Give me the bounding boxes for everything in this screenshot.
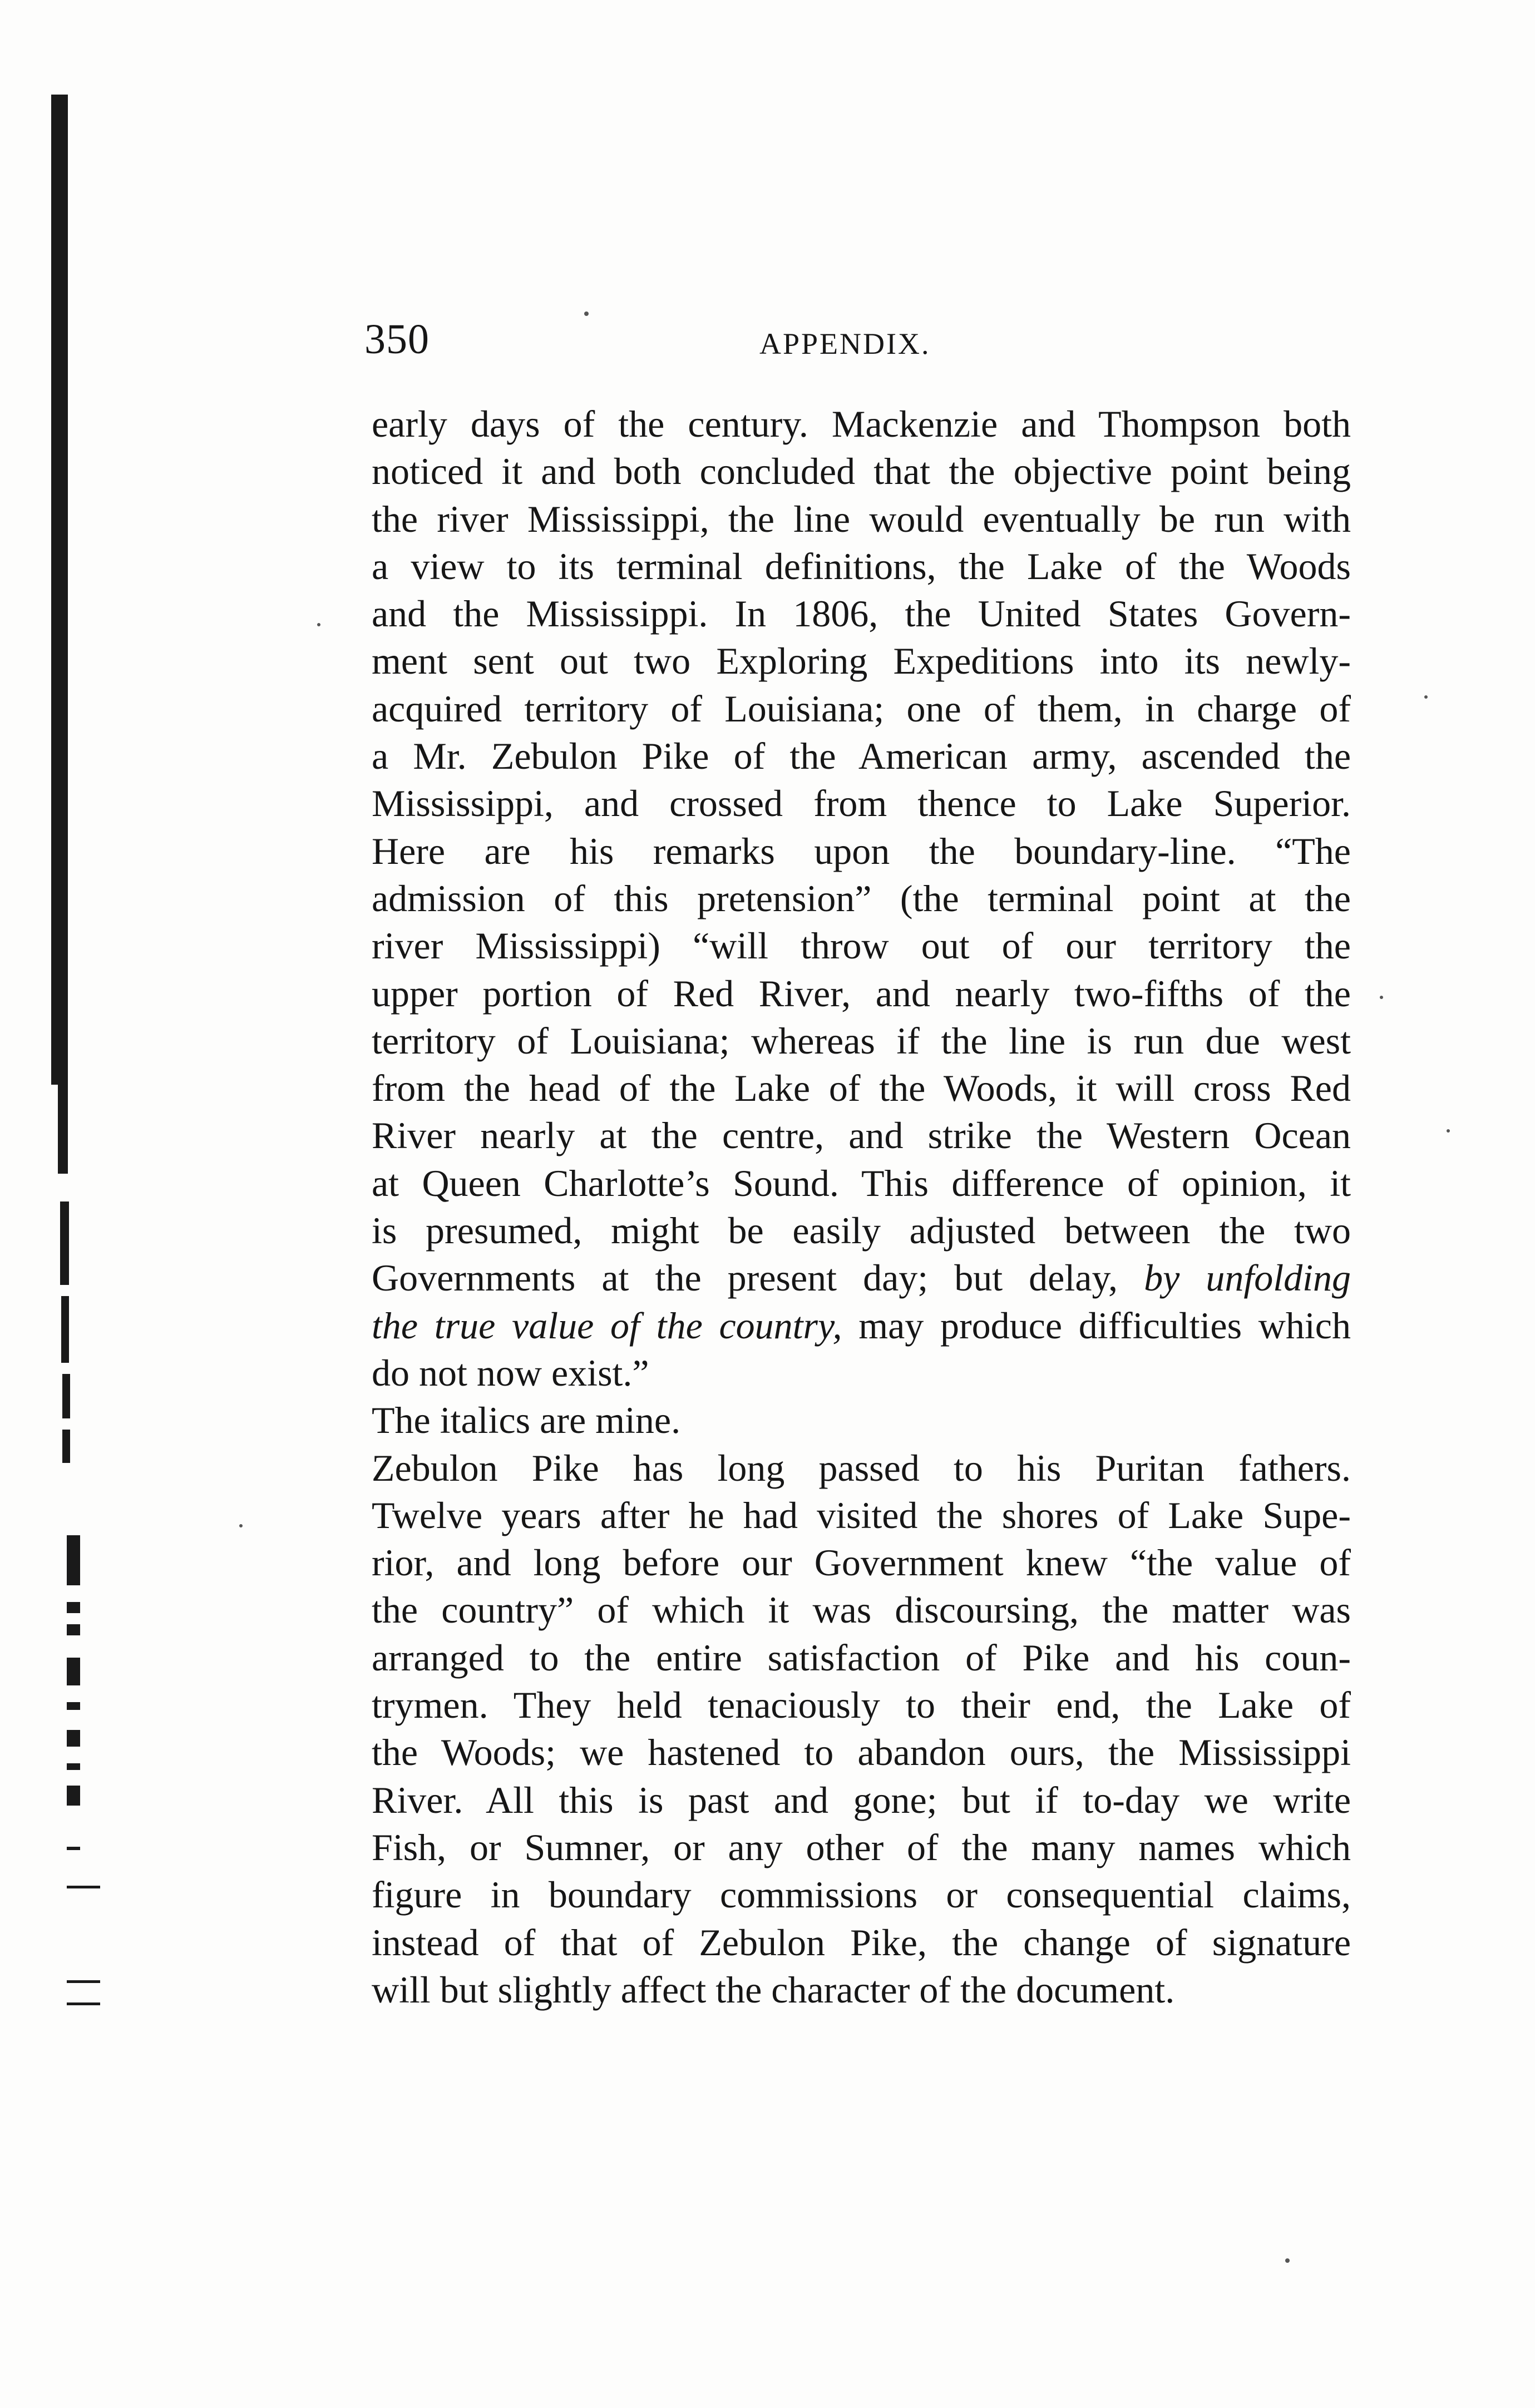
text-line: do not now exist.” [372,1351,649,1394]
binding-edge [0,0,111,2408]
running-head: APPENDIX. [759,327,931,360]
text-line-mixed [372,1302,1351,1349]
text-line: river Mississippi) “will throw out of our territory the [372,924,1351,967]
paper-speck [1285,2258,1290,2263]
text-line: The italics are mine. [372,1399,681,1442]
text-line: rior, and long before our Government knew “the value of [372,1541,1351,1584]
text-line: acquired territory of Louisiana; one of them, in charge of [372,687,1351,730]
text-line: Twelve years after he had visited the shores of Lake Supe- [372,1494,1351,1536]
text-line: trymen. They held tenaciously to their end, the Lake of [372,1684,1351,1727]
paper-speck [239,1524,243,1527]
text-line: Zebulon Pike has long passed to his Puritan fathers. [372,1446,1351,1489]
text-line: Fish, or Sumner, or any other of the many names which [372,1826,1351,1868]
paragraph-3 [372,1445,1351,2014]
italic-segment: by unfolding [1144,1257,1351,1299]
text-line: Here are his remarks upon the boundary-line. “The [372,829,1351,872]
text-line: will but slightly affect the character of the document. [372,1968,1175,2011]
text-line: the river Mississippi, the line would eventually be run with [372,497,1351,540]
text-line: noticed it and both concluded that the objective point being [372,450,1351,493]
text-line: arranged to the entire satisfaction of Pike and his coun- [372,1636,1351,1679]
paper-speck [1424,695,1428,699]
text-line: is presumed, might be easily adjusted between the two [372,1209,1351,1252]
text-line: at Queen Charlotte’s Sound. This difference of opinion, it [372,1161,1351,1204]
text-line: the country” of which it was discoursing, the matter was [372,1589,1351,1631]
text-line-mixed [372,1254,1351,1302]
text-line: figure in boundary commissions or consequential claims, [372,1873,1351,1916]
body-text [372,400,1351,2014]
text-line: River. All this is past and gone; but if to-day we write [372,1778,1351,1821]
text-segment: Governments at the present day; but delay, [372,1257,1118,1299]
text-segment: may produce difficulties which [858,1304,1351,1347]
paragraph-1 [372,400,1351,1397]
text-line: early days of the century. Mackenzie and Thompson both [372,403,1351,445]
page-number: 350 [364,316,430,363]
paper-speck [1380,996,1383,999]
text-line: Mississippi, and crossed from thence to Lake Superior. [372,782,1351,825]
text-line: upper portion of Red River, and nearly two-fifths of the [372,972,1351,1015]
text-line: territory of Louisiana; whereas if the line is run due west [372,1019,1351,1062]
text-line: ment sent out two Exploring Expeditions into its newly- [372,640,1351,683]
text-line: the Woods; we hastened to abandon ours, the Mississippi [372,1731,1351,1774]
text-line: a view to its terminal definitions, the Lake of the Woods [372,545,1351,587]
paragraph-2 [372,1397,1351,1444]
text-line: and the Mississippi. In 1806, the United States Govern- [372,592,1351,635]
page-header [364,309,1349,370]
text-line: River nearly at the centre, and strike the Western Ocean [372,1114,1351,1157]
paper-speck [317,623,320,626]
text-line: admission of this pretension” (the terminal point at the [372,877,1351,919]
text-line: from the head of the Lake of the Woods, it will cross Red [372,1067,1351,1110]
italic-segment: the true value of the country, [372,1304,842,1347]
paper-speck [1447,1129,1450,1133]
text-line: a Mr. Zebulon Pike of the American army, ascended the [372,735,1351,778]
text-line: instead of that of Zebulon Pike, the change of signature [372,1921,1351,1964]
